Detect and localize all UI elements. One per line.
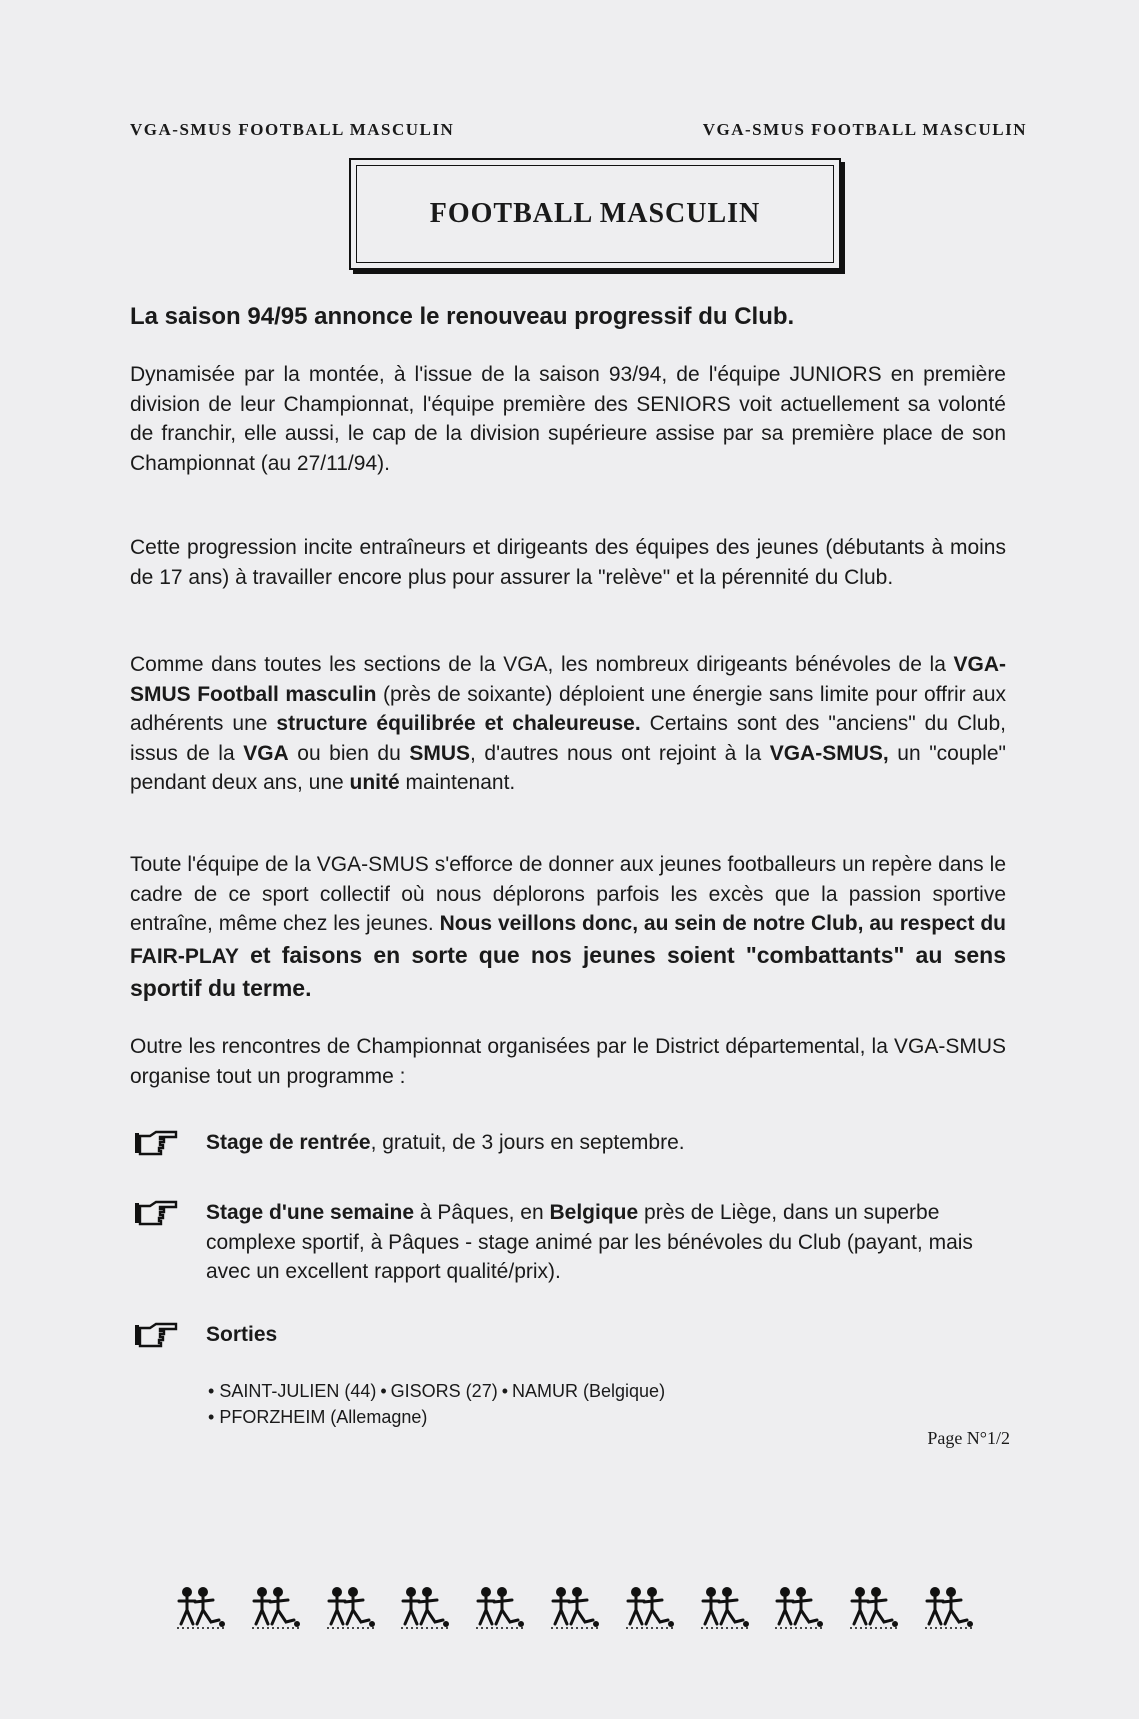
header-left: VGA-SMUS FOOTBALL MASCULIN — [130, 120, 455, 139]
destination: PFORZHEIM (Allemagne) — [219, 1407, 428, 1427]
p3-text: Comme dans toutes les sections de la VGA, les nombreux dirigeants bénévoles de la — [130, 653, 954, 676]
destination: GISORS (27) — [390, 1381, 498, 1401]
p3-text: maintenant. — [399, 771, 516, 794]
item-bold: Stage de rentrée — [206, 1131, 371, 1154]
item-text: , gratuit, de 3 jours en septembre. — [370, 1131, 685, 1154]
paragraph-1: Dynamisée par la montée, à l'issue de la saison 93/94, de l'équipe JUNIORS en première division de leur Championnat, l'équipe première des SENIORS voit actuellement sa volonté de franchir, elle aussi, le cap de la division supérieure assise par sa première place de son Championnat (au 27/11/94). — [130, 363, 1006, 475]
football-players-icon — [175, 1586, 227, 1632]
football-players-icon — [474, 1586, 526, 1632]
football-players-icon — [325, 1586, 377, 1632]
football-players-strip — [175, 1586, 975, 1632]
item-bold: Belgique — [549, 1201, 639, 1224]
destination: SAINT-JULIEN (44) — [219, 1381, 377, 1401]
p3-bold: VGA — [243, 741, 289, 765]
football-players-icon — [549, 1586, 601, 1632]
p3-text: ou bien du — [288, 741, 410, 765]
football-players-icon — [848, 1586, 900, 1632]
item-bold: Stage d'une semaine — [206, 1201, 415, 1224]
p4-bold-large: et faisons en sorte que nos jeunes soient "combattants" au sens sportif du terme. — [130, 941, 1006, 1001]
p3-bold: VGA-SMUS, — [769, 741, 889, 765]
page-title: FOOTBALL MASCULIN — [356, 165, 834, 263]
destination: NAMUR (Belgique) — [512, 1381, 666, 1401]
title-box — [349, 158, 841, 270]
lead-heading: La saison 94/95 annonce le renouveau progressif du Club. — [130, 303, 795, 330]
p3-bold: unité — [349, 771, 400, 794]
destinations-list — [208, 1378, 665, 1430]
paragraph-3 — [130, 650, 1006, 798]
p3-text: (près de soixante) déploient une énergie sans limite pour offrir aux adhérents une — [130, 682, 1007, 735]
football-players-icon — [773, 1586, 825, 1632]
item-text: à Pâques, en — [414, 1201, 550, 1224]
p3-text: , d'autres nous ont rejoint à la — [470, 741, 770, 765]
p4-bold: Nous veillons donc, au sein de notre Club, au respect du FAIR-PLAY — [130, 912, 1006, 968]
pointing-hand-icon — [134, 1128, 178, 1158]
p3-text: Certains sont des "anciens" du Club, issus de la — [130, 712, 1007, 765]
football-players-icon — [399, 1586, 451, 1632]
football-players-icon — [624, 1586, 676, 1632]
p4-text: Toute l'équipe de la VGA-SMUS s'efforce de donner aux jeunes footballeurs un repère dans le cadre de ce sport collectif où nous déplorons parfois les excès que la passion sportive entraîne, même chez les jeunes. — [130, 853, 1006, 935]
football-players-icon — [699, 1586, 751, 1632]
destinations-line-1: • SAINT-JULIEN (44) • GISORS (27) • NAMUR (Belgique) — [208, 1381, 666, 1401]
football-players-icon — [923, 1586, 975, 1632]
item-text: près de Liège, dans un superbe complexe sportif, à Pâques - stage animé par les bénévoles du Club (payant, mais avec un excellent rapport qualité/prix). — [206, 1201, 973, 1283]
pointing-hand-icon — [134, 1198, 178, 1228]
p3-bold: structure équilibrée et chaleureuse. — [276, 712, 641, 735]
header-right: VGA-SMUS FOOTBALL MASCULIN — [702, 120, 1027, 139]
football-players-icon — [250, 1586, 302, 1632]
destinations-line-2: • PFORZHEIM (Allemagne) — [208, 1407, 428, 1427]
pointing-hand-icon — [134, 1320, 178, 1350]
paragraph-5: Outre les rencontres de Championnat organisées par le District départemental, la VGA-SMUS organise tout un programme : — [130, 1035, 1006, 1088]
p3-text: un "couple" pendant deux ans, une — [130, 741, 1006, 794]
paragraph-4 — [130, 850, 1006, 1005]
item-bold: Sorties — [206, 1323, 278, 1346]
p3-bold: VGA-SMUS Football masculin — [130, 653, 1006, 706]
paragraph-2: Cette progression incite entraîneurs et dirigeants des équipes des jeunes (débutants à moins de 17 ans) à travailler encore plus pour assurer la "relève" et la pérennité du Club. — [130, 536, 1006, 589]
p3-bold: SMUS — [409, 741, 471, 765]
page-number: Page N°1/2 — [927, 1428, 1010, 1448]
